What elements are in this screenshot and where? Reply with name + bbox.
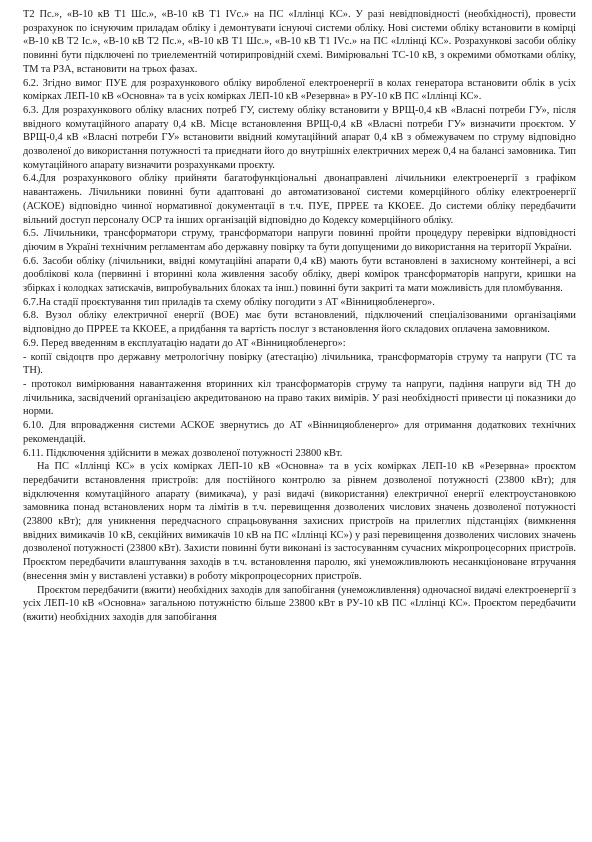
paragraph-simultaneous-output: Проєктом передбачити (вжити) необхідних заходів для запобігання (унеможливлення) одночасної видачі електроенергії з усіх ЛЕП-10 кВ «Основна» загальною потужністю більше 23800 кВт в РУ-10 кВ ПС «Іллінці КС». Проєктом передбачити (вжити) необхідних заходів для запобігання — [23, 584, 576, 623]
paragraph-6-10: 6.10. Для впровадження системи АСКОЕ звернутись до АТ «Вінницяобленерго» для отримання додаткових технічних рекомендацій. — [23, 420, 576, 445]
list-item-certificates: - копії свідоцтв про державну метрологічну повірку (атестацію) лічильника, трансформаторів струму та напруги (ТС та ТН). — [23, 351, 576, 377]
paragraph-substation-protection: На ПС «Іллінці КС» в усіх комірках ЛЕП-10 кВ «Основна» та в усіх комірках ЛЕП-10 кВ «Резервна» проєктом передбачити встановлення пристроїв: для постійного контролю за рівнем дозволеної потужності (23800 кВт); для відключення комутаційного апарату (вимикача), у разі видачі (використання) електричної енергії електроустановкою замовника понад встановлених норм та лімітів в т.ч. перевищення дозволених числових значень дозволеної потужності (23800 кВт); для уникнення передчасного спрацьовування захисних пристроїв на прилеглих підстанціях (вимкнення ввідних вимикачів 10 кВ, секційних вимикачів 10 кВ на ПС «Іллінці КС») у разі перевищення дозволених числових значень дозволеної потужності (23800 кВт). Захисти повинні бути виконані із застосуванням сучасних мікропроцесорних пристроїв. Проєктом передбачити влаштування заходів в т.ч. встановлення паролю, які унеможливлюють несанкціоноване втручання (внесення змін у виставлені уставки) в роботу мікропроцесорних пристроїв. — [23, 461, 576, 582]
paragraph-6-9: 6.9. Перед введенням в експлуатацію надати до АТ «Вінницяобленерго»: — [23, 337, 346, 349]
paragraph-6-1-continued: Т2 Пс.», «В-10 кВ Т1 Шс.», «В-10 кВ Т1 IVс.» на ПС «Іллінці КС». У разі невідповідності (необхідності), провести розрахунок по існуючим приладам обліку і демонтувати існуючі системи обліку. Нові системи обліку встановити в комірці «В-10 кВ Т2 Іс.», «В-10 кВ Т2 Пс.», «В-10 кВ Т1 Шс.», «В-10 кВ Т1 IVс.» на ПС «Іллінці КС». Розрахункові засоби обліку повинні бути підключені по триелементній чотирипровідній схемі. Вимірювальні ТС-10 кВ, з окремими обмотками обліку, ТМ та РЗА, встановити на трьох фазах. — [23, 9, 576, 75]
paragraph-6-3: 6.3. Для розрахункового обліку власних потреб ГУ, систему обліку встановити у ВРЩ-0,4 кВ «Власні потреби ГУ», після ввідного комутаційного апарату 0,4 кВ. Місце встановлення ВРЩ-0,4 кВ «Власні потреби ГУ» визначити проєктом. У ВРЩ-0,4 кВ «Власні потреби ГУ» встановити ввідний комутаційний апарат 0,4 кВ з обмежувачем по струму відповідно дозволеної до використання потужності та приєднати його до внутрішніх електричних мереж 0,4 на балансі замовника. Тип комутаційного апарату визначити розрахунками проєкту. — [23, 104, 576, 171]
paragraph-6-4: 6.4.Для розрахункового обліку прийняти багатофункціональні двонаправлені лічильники електроенергії з графіком навантажень. Лічильники повинні бути адаптовані до автоматизованої системи комерційного обліку електроенергії (АСКОЕ) відповідно чинної нормативної документації в т.ч. ПУЕ, ПРРЕЕ та ККОЕЕ. До системи обліку передбачити вільний доступ персоналу ОСР та інших організацій відповідно до Кодексу комерційного обліку. — [23, 173, 576, 226]
document-page — [23, 8, 576, 625]
paragraph-6-5: 6.5. Лічильники, трансформатори струму, трансформатори напруги повинні пройти процедуру перевірки відповідності діючим в Україні технічним регламентам або державну повірку та бути допущеними до використання на території України. — [23, 228, 576, 253]
paragraph-6-8: 6.8. Вузол обліку електричної енергії (ВОЕ) має бути встановлений, підключений спеціалізованими організаціями відповідно до ПРРЕЕ та ККОЕЕ, а придбання та вартість послуг з встановлення його складових оплачена замовником. — [23, 310, 576, 336]
paragraph-6-2: 6.2. Згідно вимог ПУЕ для розрахункового обліку виробленої електроенергії в колах генератора встановити облік в усіх комірках ЛЕП-10 кВ «Основна» та в усіх комірках ЛЕП-10 кВ «Резервна» в РУ-10 кВ ПС «Іллінці КС». — [23, 77, 576, 103]
list-item-protocol: - протокол вимірювання навантаження вторинних кіл трансформаторів струму та напруги, падіння напруги від ТН до лічильника, засвідчений організацією акредитованою на право таких вимірів. У разі необхідності привести ці показники до норми. — [23, 378, 576, 418]
paragraph-6-11: 6.11. Підключення здійснити в межах дозволеної потужності 23800 кВт. — [23, 447, 343, 459]
paragraph-6-7: 6.7.На стадії проєктування тип приладів та схему обліку погодити з АТ «Вінницяобленерго». — [23, 296, 435, 308]
paragraph-6-6: 6.6. Засоби обліку (лічильники, ввідні комутаційні апарати 0,4 кВ) мають бути встановлені в захисному контейнері, а всі дооблікові кола (первинні і вторинні кола живлення засобу обліку, двері комірок трансформаторів напруги, кришки на збірках і колодках затискачів, випробувальних блоках та інш.) повинні бути закриті та мати можливість для пломбування. — [23, 255, 576, 295]
